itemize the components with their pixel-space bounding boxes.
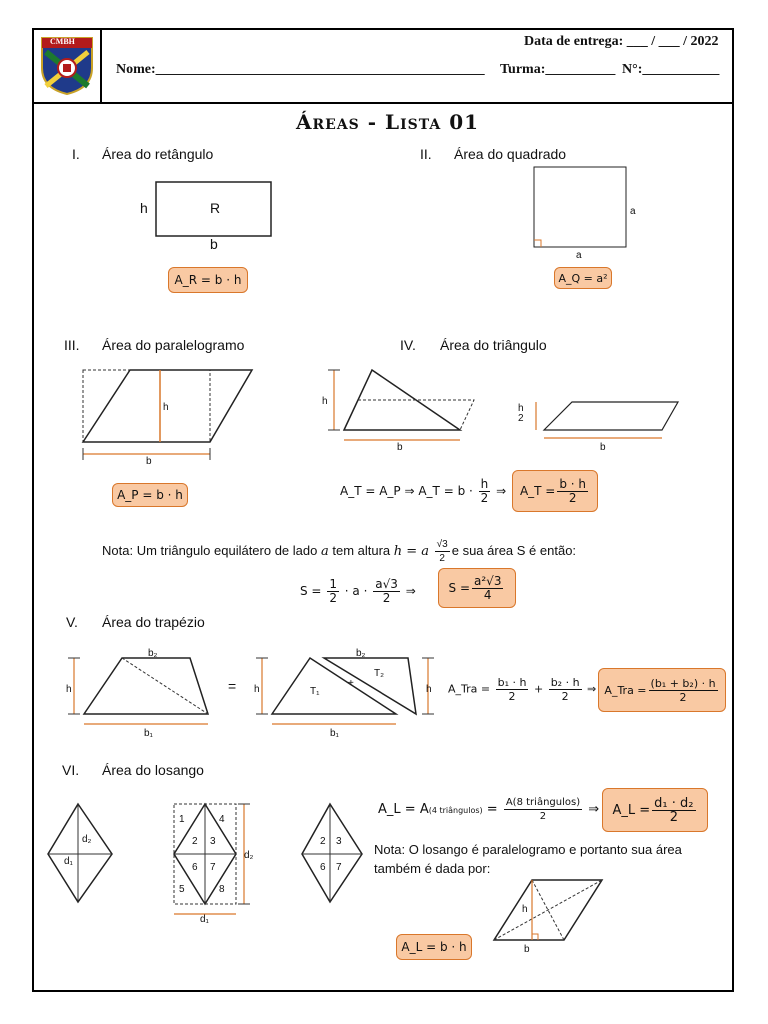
rhombus-d1-label: d₁: [64, 856, 73, 867]
trap-box-num: (b₁ + b₂) · h: [650, 676, 716, 690]
parallelogram-area-formula: A_P = b · h: [112, 483, 188, 507]
triangle-eq-frac-num: h: [480, 477, 489, 491]
trapezoid-split-figure: [252, 652, 442, 736]
rhombus-base-height-formula: A_L = b · h: [396, 934, 472, 960]
rhombus-eq-den2: 2: [539, 811, 547, 822]
triangle-h-label: h: [322, 396, 328, 407]
square-base-label: a: [576, 250, 582, 261]
section-6-number: VI.: [62, 762, 80, 778]
half-height-label: [518, 404, 524, 424]
due-date-label: Data de entrega: ___ / ___ / 2022: [524, 34, 719, 49]
logo-cell: [32, 28, 102, 102]
rhombus-note: [374, 840, 714, 878]
trapezoid-derivation: [448, 676, 596, 703]
cell-2: 2: [192, 836, 198, 847]
trapezoid-equals: =: [228, 678, 237, 694]
parallelogram-figure: [80, 368, 256, 462]
split-h-left-label: h: [254, 684, 260, 695]
rhombus-as-parallelogram-figure: [490, 878, 606, 948]
parallelogram-b-label: b: [146, 456, 152, 467]
triangle-box-den: 2: [568, 490, 577, 505]
t1-label: T₁: [310, 686, 320, 697]
cell-3: 3: [210, 836, 216, 847]
half-height-num: h: [518, 403, 524, 414]
note1-text3: e sua área S é então:: [451, 542, 577, 558]
half-height-den: 2: [518, 413, 524, 424]
rhombus-eq-sub1: (4 triângulos): [428, 806, 483, 815]
cell-8: 8: [219, 884, 225, 895]
trapezoid-b1-label: b₁: [144, 728, 153, 739]
trap-plus: +: [533, 682, 544, 696]
rhombus-box-left: A_L =: [612, 802, 651, 818]
equilateral-note: [102, 538, 576, 565]
trap-f1-den: 2: [508, 690, 516, 703]
split-b2-label: b₂: [356, 648, 366, 659]
triangle-area-formula: [512, 470, 598, 512]
t2-label: T₂: [374, 668, 384, 679]
small-cell-6: 6: [320, 862, 326, 873]
trap-eq-left: A_Tra =: [448, 682, 491, 696]
triangle-eq-frac-den: 2: [480, 491, 489, 505]
rhombus-eq-num2: A(8 triângulos): [505, 797, 581, 808]
note1-box-num: a²√3: [474, 573, 502, 588]
cell-5: 5: [179, 884, 185, 895]
rhombus-eq-n1: A: [419, 802, 429, 817]
rhombus-figure: [46, 802, 116, 904]
note1-h-expr: h = a: [393, 543, 430, 559]
rhombus-note-prefix: Nota:: [374, 842, 406, 857]
rhombus-box-den: 2: [669, 809, 678, 825]
triangle-eq-arrow: ⇒: [496, 484, 507, 498]
note1-frac-den: 2: [439, 553, 445, 564]
equilateral-derivation: [300, 578, 416, 605]
trap-arrow: ⇒: [587, 682, 597, 696]
note1-a: a: [320, 543, 329, 559]
box-d1-label: d₁: [200, 914, 209, 925]
triangle-b-label: b: [397, 442, 403, 453]
trapezoid-area-formula: [598, 668, 726, 712]
triangle-eq-start: A_T = A_P ⇒ A_T = b ·: [340, 484, 473, 498]
note1-prefix: Nota:: [102, 542, 134, 558]
square-figure: [533, 166, 629, 250]
trapezoid-figure: [64, 652, 220, 736]
rhombus-par-b-label: b: [524, 944, 530, 955]
square-area-formula: A_Q = a²: [554, 267, 612, 289]
header: [32, 28, 734, 104]
class-field[interactable]: Turma:__________: [500, 62, 616, 77]
rhombus-4-triangles-figure: [300, 802, 366, 904]
parallelogram-h-label: h: [163, 402, 169, 413]
box-d2-label: d₂: [244, 850, 254, 861]
section-2-title: Área do quadrado: [454, 146, 567, 162]
rhombus-note-text: O losango é paralelogramo e portanto sua área também é dada por:: [374, 842, 682, 876]
name-field[interactable]: Nome:_______________________________________________: [116, 62, 485, 77]
note1-eq: S =: [300, 584, 322, 598]
section-1-title: Área do retângulo: [102, 146, 214, 162]
rect-r-label: R: [210, 200, 221, 216]
section-2-number: II.: [420, 146, 432, 162]
cell-7: 7: [210, 862, 216, 873]
split-plus-label: +: [348, 678, 354, 689]
rhombus-area-formula: [602, 788, 708, 832]
trap-f1-num: b₁ · h: [497, 676, 527, 689]
section-4-number: IV.: [400, 337, 416, 353]
note1-frac-num: √3: [436, 539, 448, 550]
logo-text: CMBH: [50, 37, 75, 46]
rhombus-d2-label: d₂: [82, 834, 92, 845]
rhombus-eq-equals: =: [486, 802, 498, 817]
square-side-label: a: [630, 206, 636, 217]
page-title: Áreas - Lista 01: [296, 110, 480, 134]
split-b1-label: b₁: [330, 728, 339, 739]
triangle-box-num: b · h: [559, 476, 587, 491]
number-field[interactable]: N°:___________: [622, 62, 720, 77]
triangle-box-left: A_T =: [519, 484, 556, 498]
section-6-title: Área do losango: [102, 762, 204, 778]
trap-box-den: 2: [679, 690, 687, 704]
section-4-title: Área do triângulo: [440, 337, 547, 353]
split-h-right-label: h: [426, 684, 432, 695]
trapezoid-h-label: h: [66, 684, 72, 695]
small-cell-3: 3: [336, 836, 342, 847]
note1-text2: tem altura: [328, 542, 394, 558]
note1-box-left: S =: [448, 581, 471, 595]
rect-h-label: h: [140, 200, 148, 216]
cell-6: 6: [192, 862, 198, 873]
rhombus-par-h-label: h: [522, 904, 528, 915]
half-height-parallelogram-figure: [528, 398, 684, 440]
rhombus-derivation: [378, 796, 599, 823]
small-cell-7: 7: [336, 862, 342, 873]
rectangle-area-formula: A_R = b · h: [168, 267, 248, 293]
cell-4: 4: [219, 814, 225, 825]
rhombus-eq-left: A_L =: [378, 802, 416, 817]
rhombus-box-num: d₁ · d₂: [654, 795, 694, 811]
trap-f2-num: b₂ · h: [550, 676, 580, 689]
equilateral-area-formula: [438, 568, 516, 608]
note1-f2-num: a√3: [375, 577, 398, 591]
note1-f1-den: 2: [329, 591, 337, 605]
rect-b-label: b: [210, 236, 218, 252]
note1-arrow: ⇒: [405, 584, 416, 598]
triangle-derivation: [340, 478, 506, 505]
trap-box-left: A_Tra =: [604, 683, 647, 697]
section-1-number: I.: [72, 146, 80, 162]
note1-f2-den: 2: [382, 591, 391, 605]
note1-mid: · a ·: [344, 584, 368, 598]
small-cell-2: 2: [320, 836, 326, 847]
section-3-number: III.: [64, 337, 80, 353]
note1-f1-num: 1: [329, 577, 337, 591]
section-3-title: Área do paralelogramo: [102, 337, 245, 353]
section-5-title: Área do trapézio: [102, 614, 205, 630]
cell-1: 1: [179, 814, 185, 825]
note1-text: Um triângulo equilátero de lado: [133, 542, 321, 558]
trapezoid-b2-label: b₂: [148, 648, 158, 659]
section-5-number: V.: [66, 614, 78, 630]
rhombus-eq-arrow: ⇒: [588, 802, 600, 817]
note1-box-den: 4: [483, 587, 492, 602]
half-parallelogram-b-label: b: [600, 442, 606, 453]
trap-f2-den: 2: [561, 690, 569, 703]
